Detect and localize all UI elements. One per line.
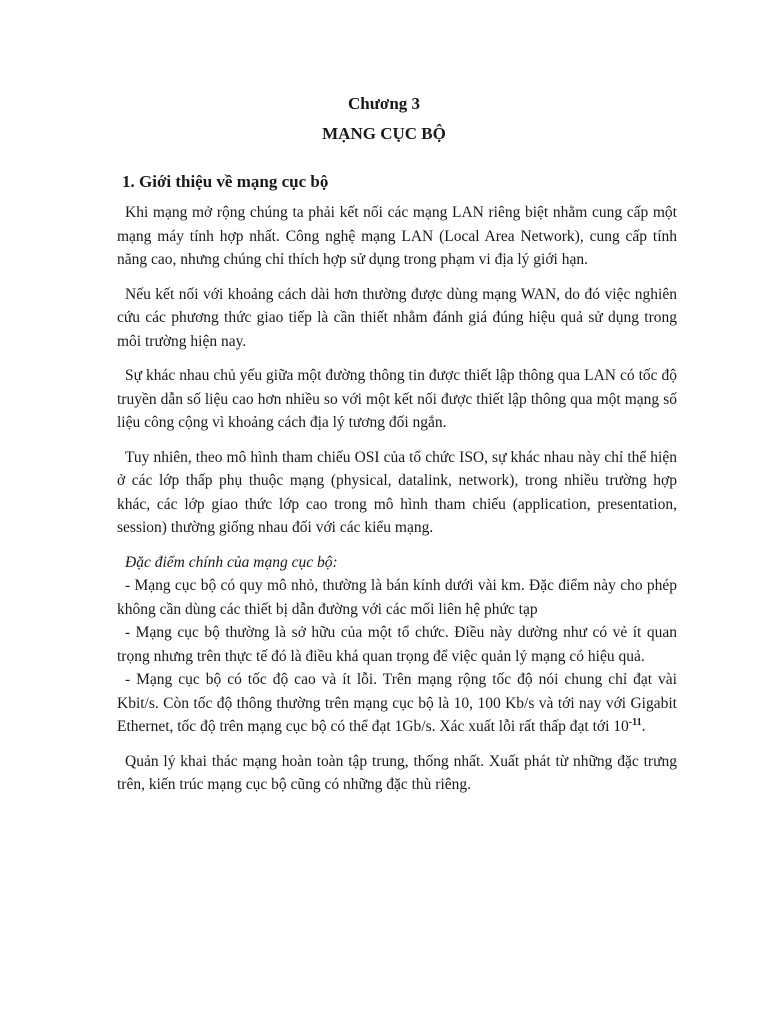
- section-heading: 1. Giới thiệu về mạng cục bộ: [122, 172, 329, 191]
- chapter-title: MẠNG CỤC BỘ: [322, 124, 446, 143]
- paragraph: Nếu kết nối với khoảng cách dài hơn thường được dùng mạng WAN, do đó việc nghiên cứu các phương thức giao tiếp là cần thiết nhằm đánh giá đúng hiệu quả sử dụng trong môi trường hiện nay.: [117, 285, 677, 350]
- error-exponent: -11: [628, 716, 642, 728]
- feature-item: - Mạng cục bộ thường là sở hữu của một tổ chức. Điều này dường như có vẻ ít quan trọng nhưng trên thực tế đó là điều khá quan trọng để việc quản lý mạng có hiệu quả.: [117, 624, 677, 665]
- chapter-number: Chương 3: [347, 94, 421, 113]
- paragraph: Sự khác nhau chủ yếu giữa một đường thông tin được thiết lập thông qua LAN có tốc độ truyền dẫn số liệu cao hơn nhiều so với một kết nối được thiết lập thông qua một mạng số liệu công cộng vì khoảng cách địa lý tương đối ngắn.: [117, 367, 677, 431]
- feature-item-text: - Mạng cục bộ có tốc độ cao và ít lỗi. Trên mạng rộng tốc độ nói chung chỉ đạt vài Kbit/s. Còn tốc độ thông thường trên mạng cục bộ là 10, 100 Kb/s và tới nay với Gigabit Ethernet, tốc độ trên mạng cục bộ có thể đạt 1Gb/s. Xác xuất lỗi rất thấp đạt tới 10: [117, 671, 677, 735]
- feature-item: - Mạng cục bộ có quy mô nhỏ, thường là bán kính dưới vài km. Đặc điểm này cho phép không cần dùng các thiết bị dẫn đường với các mối liên hệ phức tạp: [117, 577, 677, 618]
- feature-item-trailing: .: [641, 718, 646, 735]
- paragraph: Tuy nhiên, theo mô hình tham chiếu OSI của tổ chức ISO, sự khác nhau này chỉ thể hiện ở các lớp thấp phụ thuộc mạng (physical, datalink, network), trong nhiều trường hợp khác, các lớp giao thức lớp cao trong mô hình tham chiếu (application, presentation, session) thường giống nhau đối với các kiểu mạng.: [117, 448, 677, 536]
- body-text: [117, 201, 677, 797]
- closing-paragraph: Quản lý khai thác mạng hoàn toàn tập trung, thống nhất. Xuất phát từ những đặc trưng trên, kiến trúc mạng cục bộ cũng có những đặc thù riêng.: [117, 752, 677, 793]
- features-heading: Đặc điểm chính của mạng cục bộ:: [125, 553, 338, 571]
- feature-item-last: [117, 668, 677, 739]
- paragraph: Khi mạng mở rộng chúng ta phải kết nối các mạng LAN riêng biệt nhằm cung cấp một mạng máy tính hợp nhất. Công nghệ mạng LAN (Local Area Network), cung cấp tính năng cao, nhưng chúng chỉ thích hợp sử dụng trong phạm vi địa lý giới hạn.: [117, 204, 677, 268]
